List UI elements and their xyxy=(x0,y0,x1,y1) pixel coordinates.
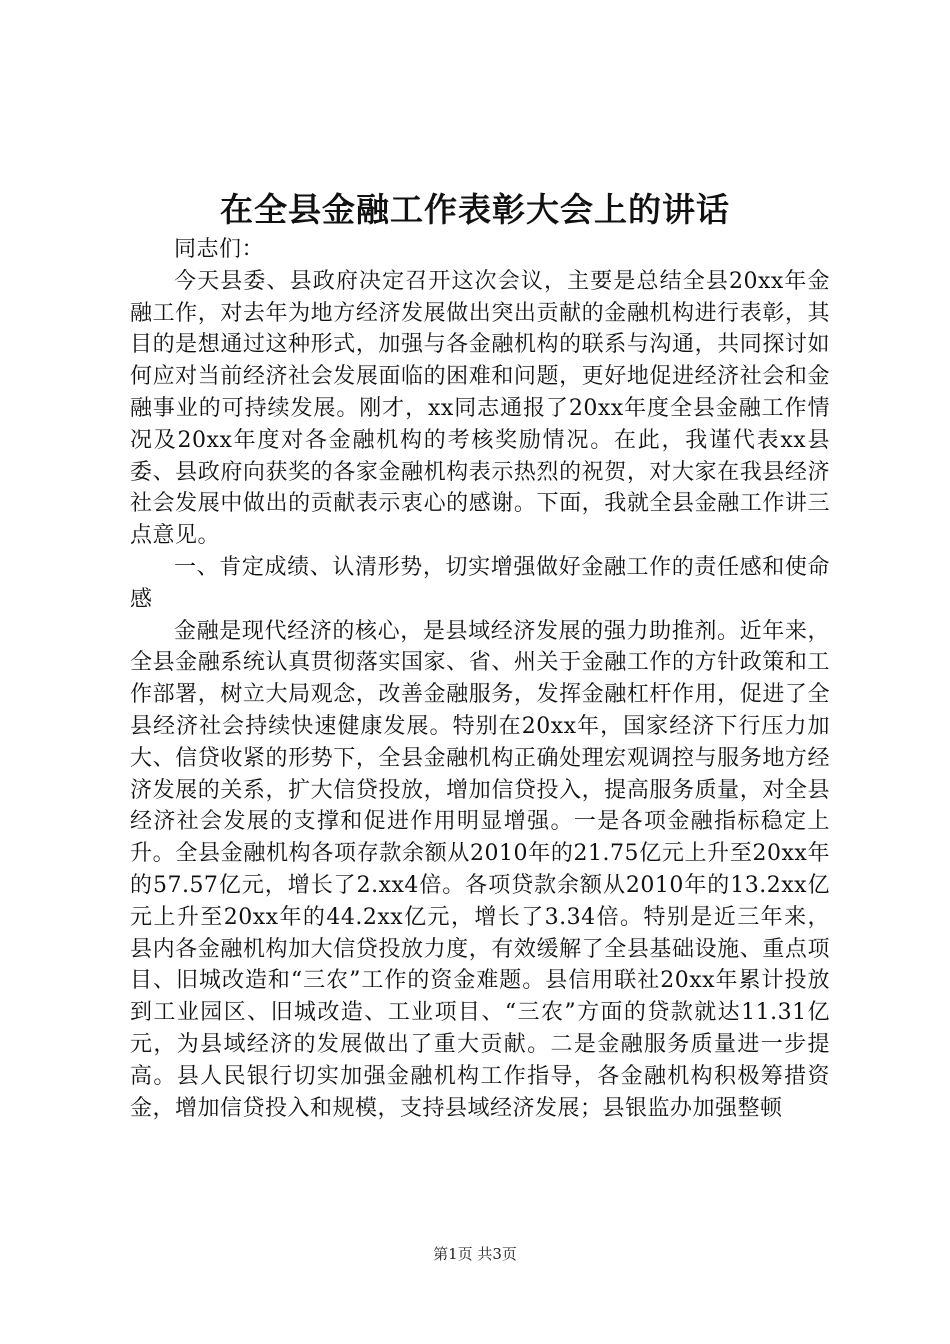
document-title: 在全县金融工作表彰大会上的讲话 xyxy=(220,190,730,229)
document-body xyxy=(130,234,830,1124)
opening-paragraph: 今天县委、县政府决定召开这次会议，主要是总结全县20xx年金融工作，对去年为地方经济发展做出突出贡献的金融机构进行表彰，其目的是想通过这种形式，加强与各金融机构的联系与沟通，共同探讨如何应对当前经济社会发展面临的困难和问题，更好地促进经济社会和金融事业的可持续发展。刚才，xx同志通报了20xx年度全县金融工作情况及20xx年度对各金融机构的考核奖励情况。在此，我谨代表xx县委、县政府向获奖的各家金融机构表示热烈的祝贺，对大家在我县经济社会发展中做出的贡献表示衷心的感谢。下面，我就全县金融工作讲三点意见。 xyxy=(130,268,830,549)
salutation: 同志们： xyxy=(174,237,265,262)
page-number-footer: 第1页 共3页 xyxy=(433,1245,517,1263)
section-heading: 一、肯定成绩、认清形势，切实增强做好金融工作的责任感和使命感 xyxy=(130,554,830,612)
body-paragraph: 金融是现代经济的核心，是县域经济发展的强力助推剂。近年来，全县金融系统认真贯彻落实国家、省、州关于金融工作的方针政策和工作部署，树立大局观念，改善金融服务，发挥金融杠杆作用，促进了全县经济社会持续快速健康发展。特别在20xx年，国家经济下行压力加大、信贷收紧的形势下，全县金融机构正确处理宏观调控与服务地方经济发展的关系，扩大信贷投放，增加信贷投入，提高服务质量，对全县经济社会发展的支撑和促进作用明显增强。一是各项金融指标稳定上升。全县金融机构各项存款余额从2010年的21.75亿元上升至20xx年的57.57亿元，增长了2.xx4倍。各项贷款余额从2010年的13.2xx亿元上升至20xx年的44.2xx亿元，增长了3.34倍。特别是近三年来，县内各金融机构加大信贷投放力度，有效缓解了全县基础设施、重点项目、旧城改造和“三农”工作的资金难题。县信用联社20xx年累计投放到工业园区、旧城改造、工业项目、“三农”方面的贷款就达11.31亿元，为县域经济的发展做出了重大贡献。二是金融服务质量进一步提高。县人民银行切实加强金融机构工作指导，各金融机构积极筹措资金，增加信贷投入和规模，支持县域经济发展；县银监办加强整顿 xyxy=(130,618,830,1121)
